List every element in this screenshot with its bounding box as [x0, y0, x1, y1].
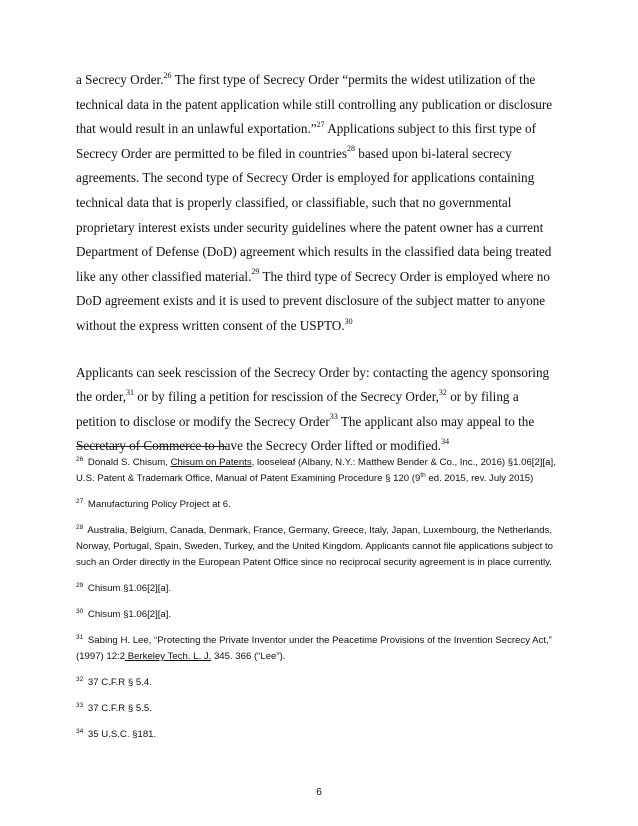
- footnote-ref-32[interactable]: 32: [438, 387, 447, 397]
- footnote-28: [76, 523, 566, 571]
- body-text: [76, 68, 558, 459]
- footnote-text: Sabing H. Lee, “Protecting the Private Inventor under the Peacetime Provisions of the Invention Secrecy Act,” (1997) 12:2: [76, 635, 552, 662]
- footnote-number: 33: [76, 701, 84, 709]
- text-run: The third type of Secrecy Order is employed where no DoD agreement exists and it is used to prevent disclosure of the subject matter to anyone without the express written consent of the USPTO.: [76, 268, 550, 333]
- page-number: 6: [316, 786, 322, 798]
- footnote-text: 37 C.F.R § 5.5.: [85, 703, 152, 714]
- ordinal-suffix: th: [420, 471, 426, 479]
- journal-title: Berkeley Tech. L. J.: [125, 651, 212, 662]
- footnote-number: 31: [76, 633, 84, 641]
- paragraph-secrecy-order-types: [76, 68, 558, 339]
- footnote-ref-26[interactable]: 26: [163, 70, 172, 80]
- footnote-34: [76, 727, 566, 743]
- footnote-text: , looseleaf (Albany, N.Y.: Matthew Bender & Co., Inc., 2016) §1.06[2][a], U.S. Patent & Trademark Office, Manual of Patent Examining Procedure § 120 (9: [76, 457, 556, 484]
- footnote-26: [76, 455, 566, 487]
- footnote-separator: [76, 446, 226, 447]
- text-run: Applicants can seek rescission of the Secrecy Order by: contacting the agency sponsoring the order,: [76, 364, 550, 405]
- footnote-number: 28: [76, 523, 84, 531]
- text-run: The applicant also may appeal to the Secretary of Commerce to have the Secrecy Order lifted or modified.: [76, 413, 535, 454]
- paragraph-rescission: [76, 361, 558, 459]
- footnote-ref-31[interactable]: 31: [126, 387, 134, 397]
- footnote-number: 27: [76, 497, 84, 505]
- footnote-text: Australia, Belgium, Canada, Denmark, France, Germany, Greece, Italy, Japan, Luxembourg, the Netherlands, Norway, Portugal, Spain, Sweden, Turkey, and the United Kingdom. Applicants cannot file applications subject to such an Order directly in the European Patent Office since no reciprocal security agreement is in place currently.: [76, 525, 553, 568]
- text-run: or by filing a petition to disclose or modify the Secrecy Order: [76, 389, 519, 429]
- footnote-ref-27[interactable]: 27: [316, 119, 325, 129]
- footnote-text: ed. 2015, rev. July 2015): [425, 473, 534, 484]
- footnote-number: 34: [76, 727, 84, 735]
- footnote-ref-29[interactable]: 29: [251, 267, 260, 277]
- text-run: Applications subject to this first type of Secrecy Order are permitted to be filed in countries: [76, 121, 536, 161]
- footnote-text: Chisum §1.06[2][a].: [85, 583, 172, 594]
- footnotes: [76, 455, 566, 753]
- footnote-29: [76, 581, 566, 597]
- footnote-32: [76, 675, 566, 691]
- footnote-ref-28[interactable]: 28: [346, 144, 355, 154]
- footnote-text: 37 C.F.R § 5.4.: [85, 677, 152, 688]
- footnote-ref-34[interactable]: 34: [441, 436, 450, 446]
- book-title: Chisum on Patents: [170, 457, 252, 468]
- footnote-31: [76, 633, 566, 665]
- footnote-ref-33[interactable]: 33: [329, 412, 338, 422]
- footnote-30: [76, 607, 566, 623]
- text-run: The first type of Secrecy Order “permits the widest utilization of the technical data in the patent application while still controlling any publication or disclosure that would result in an unlawful exportation.”: [76, 72, 553, 137]
- footnote-number: 26: [76, 455, 84, 463]
- footnote-number: 30: [76, 607, 84, 615]
- footnote-text: Donald S. Chisum,: [85, 457, 171, 468]
- footnote-text: 345. 366 (“Lee”).: [211, 651, 286, 662]
- footnote-33: [76, 701, 566, 717]
- footnote-number: 29: [76, 581, 84, 589]
- footnote-ref-30[interactable]: 30: [344, 316, 353, 326]
- footnote-27: [76, 497, 566, 513]
- footnote-number: 32: [76, 675, 84, 683]
- footnote-text: Manufacturing Policy Project at 6.: [85, 499, 231, 510]
- text-run: or by filing a petition for rescission of the Secrecy Order,: [134, 389, 439, 405]
- text-run: a Secrecy Order.: [76, 72, 164, 87]
- footnote-text: Chisum §1.06[2][a].: [85, 609, 172, 620]
- footnote-text: 35 U.S.C. §181.: [85, 729, 157, 740]
- text-run: based upon bi-lateral secrecy agreements. The second type of Secrecy Order is employed for applications containing technical data that is properly classified, or classifiable, such that no governmental proprietary interest exists under security guidelines where the patent owner has a current Department of Defense (DoD) agreement which results in the classified data being treated like any other classified material.: [76, 145, 552, 284]
